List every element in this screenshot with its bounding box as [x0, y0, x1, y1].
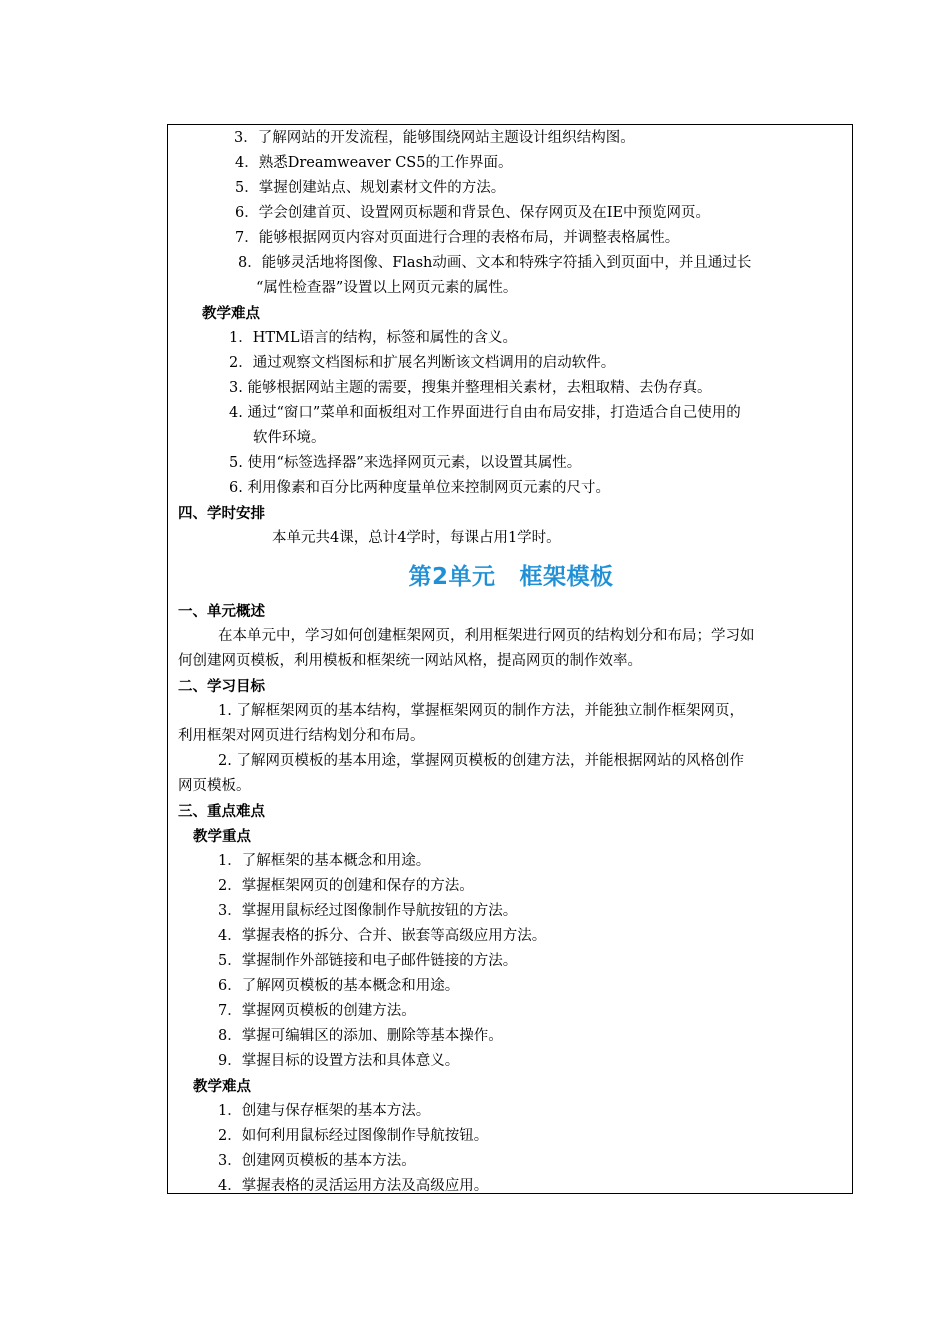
unit2-difficulty-1: 1．创建与保存框架的基本方法。 [218, 1103, 431, 1119]
unit-title [168, 561, 854, 593]
objective-item-6: 6．学会创建首页、设置网页标题和背景色、保存网页及在IE中预览网页。 [235, 205, 711, 221]
goals-heading: 二、学习目标 [178, 678, 265, 695]
focus-item-2: 2．掌握框架网页的创建和保存的方法。 [218, 878, 474, 894]
focus-item-5: 5．掌握制作外部链接和电子邮件链接的方法。 [218, 953, 518, 969]
unit2-difficulty-3: 3．创建网页模板的基本方法。 [218, 1153, 416, 1169]
difficulty-item-4: 4. 通过“窗口”菜单和面板组对工作界面进行自由布局安排，打造适合自己使用的 [229, 405, 741, 421]
unit-number: 第2单元 [408, 564, 496, 590]
schedule-heading: 四、学时安排 [178, 505, 265, 522]
unit-name: 框架模板 [519, 564, 614, 590]
difficulty-item-5: 5. 使用“标签选择器”来选择网页元素，以设置其属性。 [229, 455, 582, 471]
overview-line-1: 在本单元中，学习如何创建框架网页，利用框架进行网页的结构划分和布局；学习如 [218, 628, 755, 644]
objective-item-8: 8．能够灵活地将图像、Flash动画、文本和特殊字符插入到页面中，并且通过长 [238, 255, 752, 271]
focus-item-9: 9．掌握目标的设置方法和具体意义。 [218, 1053, 460, 1069]
overview-line-2: 何创建网页模板，利用模板和框架统一网站风格，提高网页的制作效率。 [178, 653, 642, 669]
focus-item-7: 7．掌握网页模板的创建方法。 [218, 1003, 416, 1019]
difficulty-heading: 教学难点 [202, 305, 260, 322]
keypoints-heading: 三、重点难点 [178, 803, 265, 820]
goal-2-cont: 网页模板。 [178, 778, 251, 794]
difficulty-item-3: 3. 能够根据网站主题的需要，搜集并整理相关素材，去粗取精、去伪存真。 [229, 380, 712, 396]
difficulty-item-1: 1．HTML语言的结构，标签和属性的含义。 [229, 330, 518, 346]
unit2-difficulty-4: 4．掌握表格的灵活运用方法及高级应用。 [218, 1178, 489, 1194]
overview-heading: 一、单元概述 [178, 603, 265, 620]
unit2-difficulty-heading: 教学难点 [193, 1078, 251, 1095]
objective-item-5: 5．掌握创建站点、规划素材文件的方法。 [235, 180, 506, 196]
focus-item-8: 8．掌握可编辑区的添加、删除等基本操作。 [218, 1028, 503, 1044]
difficulty-item-2: 2．通过观察文档图标和扩展名判断该文档调用的启动软件。 [229, 355, 616, 371]
objective-item-3: 3．了解网站的开发流程，能够围绕网站主题设计组织结构图。 [234, 130, 635, 146]
goal-2: 2. 了解网页模板的基本用途，掌握网页模板的创建方法，并能根据网站的风格创作 [218, 753, 744, 769]
schedule-text: 本单元共4课，总计4学时，每课占用1学时。 [272, 530, 561, 546]
difficulty-item-4-cont: 软件环境。 [253, 430, 326, 446]
focus-item-1: 1．了解框架的基本概念和用途。 [218, 853, 431, 869]
unit2-difficulty-2: 2．如何利用鼠标经过图像制作导航按钮。 [218, 1128, 489, 1144]
objective-item-4: 4．熟悉Dreamweaver CS5的工作界面。 [235, 155, 513, 171]
goal-1-cont: 利用框架对网页进行结构划分和布局。 [178, 728, 425, 744]
focus-item-6: 6．了解网页模板的基本概念和用途。 [218, 978, 460, 994]
content-table-cell [167, 124, 853, 1194]
objective-item-7: 7．能够根据网页内容对页面进行合理的表格布局，并调整表格属性。 [235, 230, 680, 246]
goal-1: 1. 了解框架网页的基本结构，掌握框架网页的制作方法，并能独立制作框架网页， [218, 703, 744, 719]
difficulty-item-6: 6. 利用像素和百分比两种度量单位来控制网页元素的尺寸。 [229, 480, 610, 496]
focus-item-4: 4．掌握表格的拆分、合并、嵌套等高级应用方法。 [218, 928, 547, 944]
focus-item-3: 3．掌握用鼠标经过图像制作导航按钮的方法。 [218, 903, 518, 919]
focus-heading: 教学重点 [193, 828, 251, 845]
objective-item-8-cont: “属性检查器”设置以上网页元素的属性。 [256, 280, 518, 296]
